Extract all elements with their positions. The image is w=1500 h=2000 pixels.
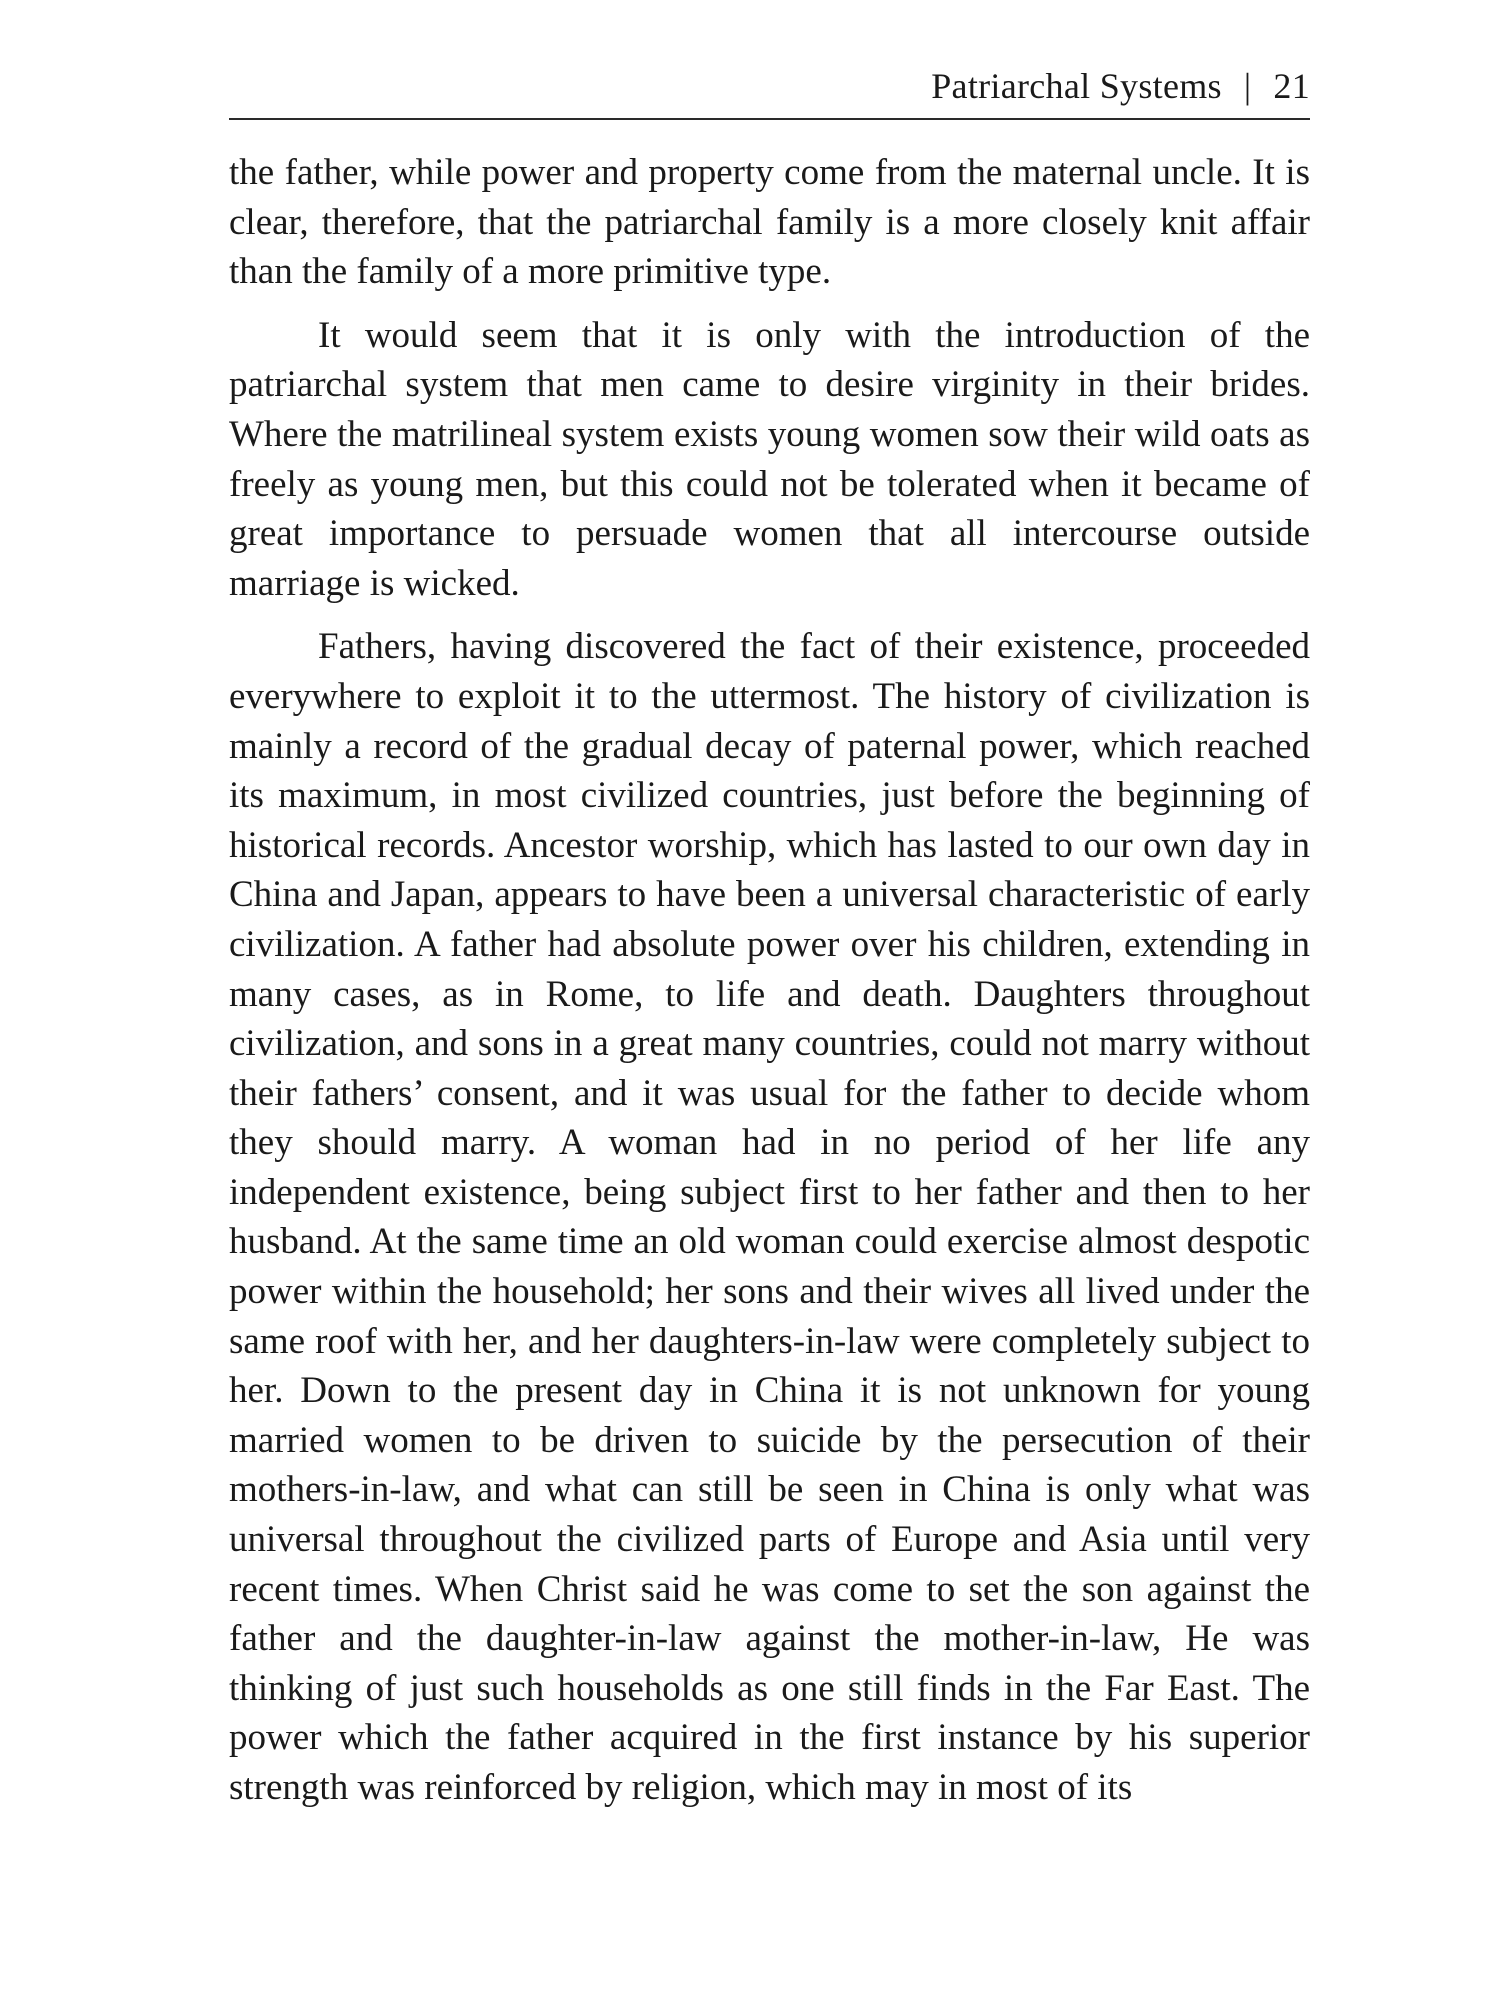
running-header	[229, 62, 1310, 120]
section-title: Patriarchal Systems	[931, 66, 1222, 106]
paragraph-virginity: It would seem that it is only with the introduction of the patriarchal system that men came to desire virginity in their brides. Where the matrilineal system exists young women sow their wild oats as freely as young men, but this could not be tolerated when it became of great importance to persuade women that all intercourse outside marriage is wicked.	[229, 314, 1310, 604]
page-number: 21	[1273, 66, 1310, 106]
body-text	[229, 148, 1310, 1827]
paragraph-continued: the father, while power and property come from the maternal uncle. It is clear, therefore, that the patriarchal family is a more closely knit affair than the family of a more primitive type.	[229, 152, 1310, 293]
header-separator: |	[1243, 66, 1252, 106]
paragraph-paternal-power: Fathers, having discovered the fact of their existence, proceeded everywhere to exploit it to the uttermost. The history of civilization is mainly a record of the gradual decay of paternal power, which reached its maximum, in most civilized countries, just before the beginning of historical records. Ancestor worship, which has lasted to our own day in China and Japan, appears to have been a universal characteristic of early civilization. A father had absolute power over his children, extending in many cases, as in Rome, to life and death. Daughters throughout civilization, and sons in a great many countries, could not marry without their fathers’ consent, and it was usual for the father to decide whom they should marry. A woman had in no period of her life any independent existence, being subject first to her father and then to her husband. At the same time an old woman could exercise almost despotic power within the household; her sons and their wives all lived under the same roof with her, and her daughters-in-law were completely subject to her. Down to the present day in China it is not unknown for young married women to be driven to suicide by the persecution of their mothers-in-law, and what can still be seen in China is only what was universal throughout the civilized parts of Europe and Asia until very recent times. When Christ said he was come to set the son against the father and the daughter-in-law against the mother-in-law, He was thinking of just such households as one still finds in the Far East. The power which the father acquired in the first instance by his superior strength was reinforced by religion, which may in most of its	[229, 626, 1310, 1808]
